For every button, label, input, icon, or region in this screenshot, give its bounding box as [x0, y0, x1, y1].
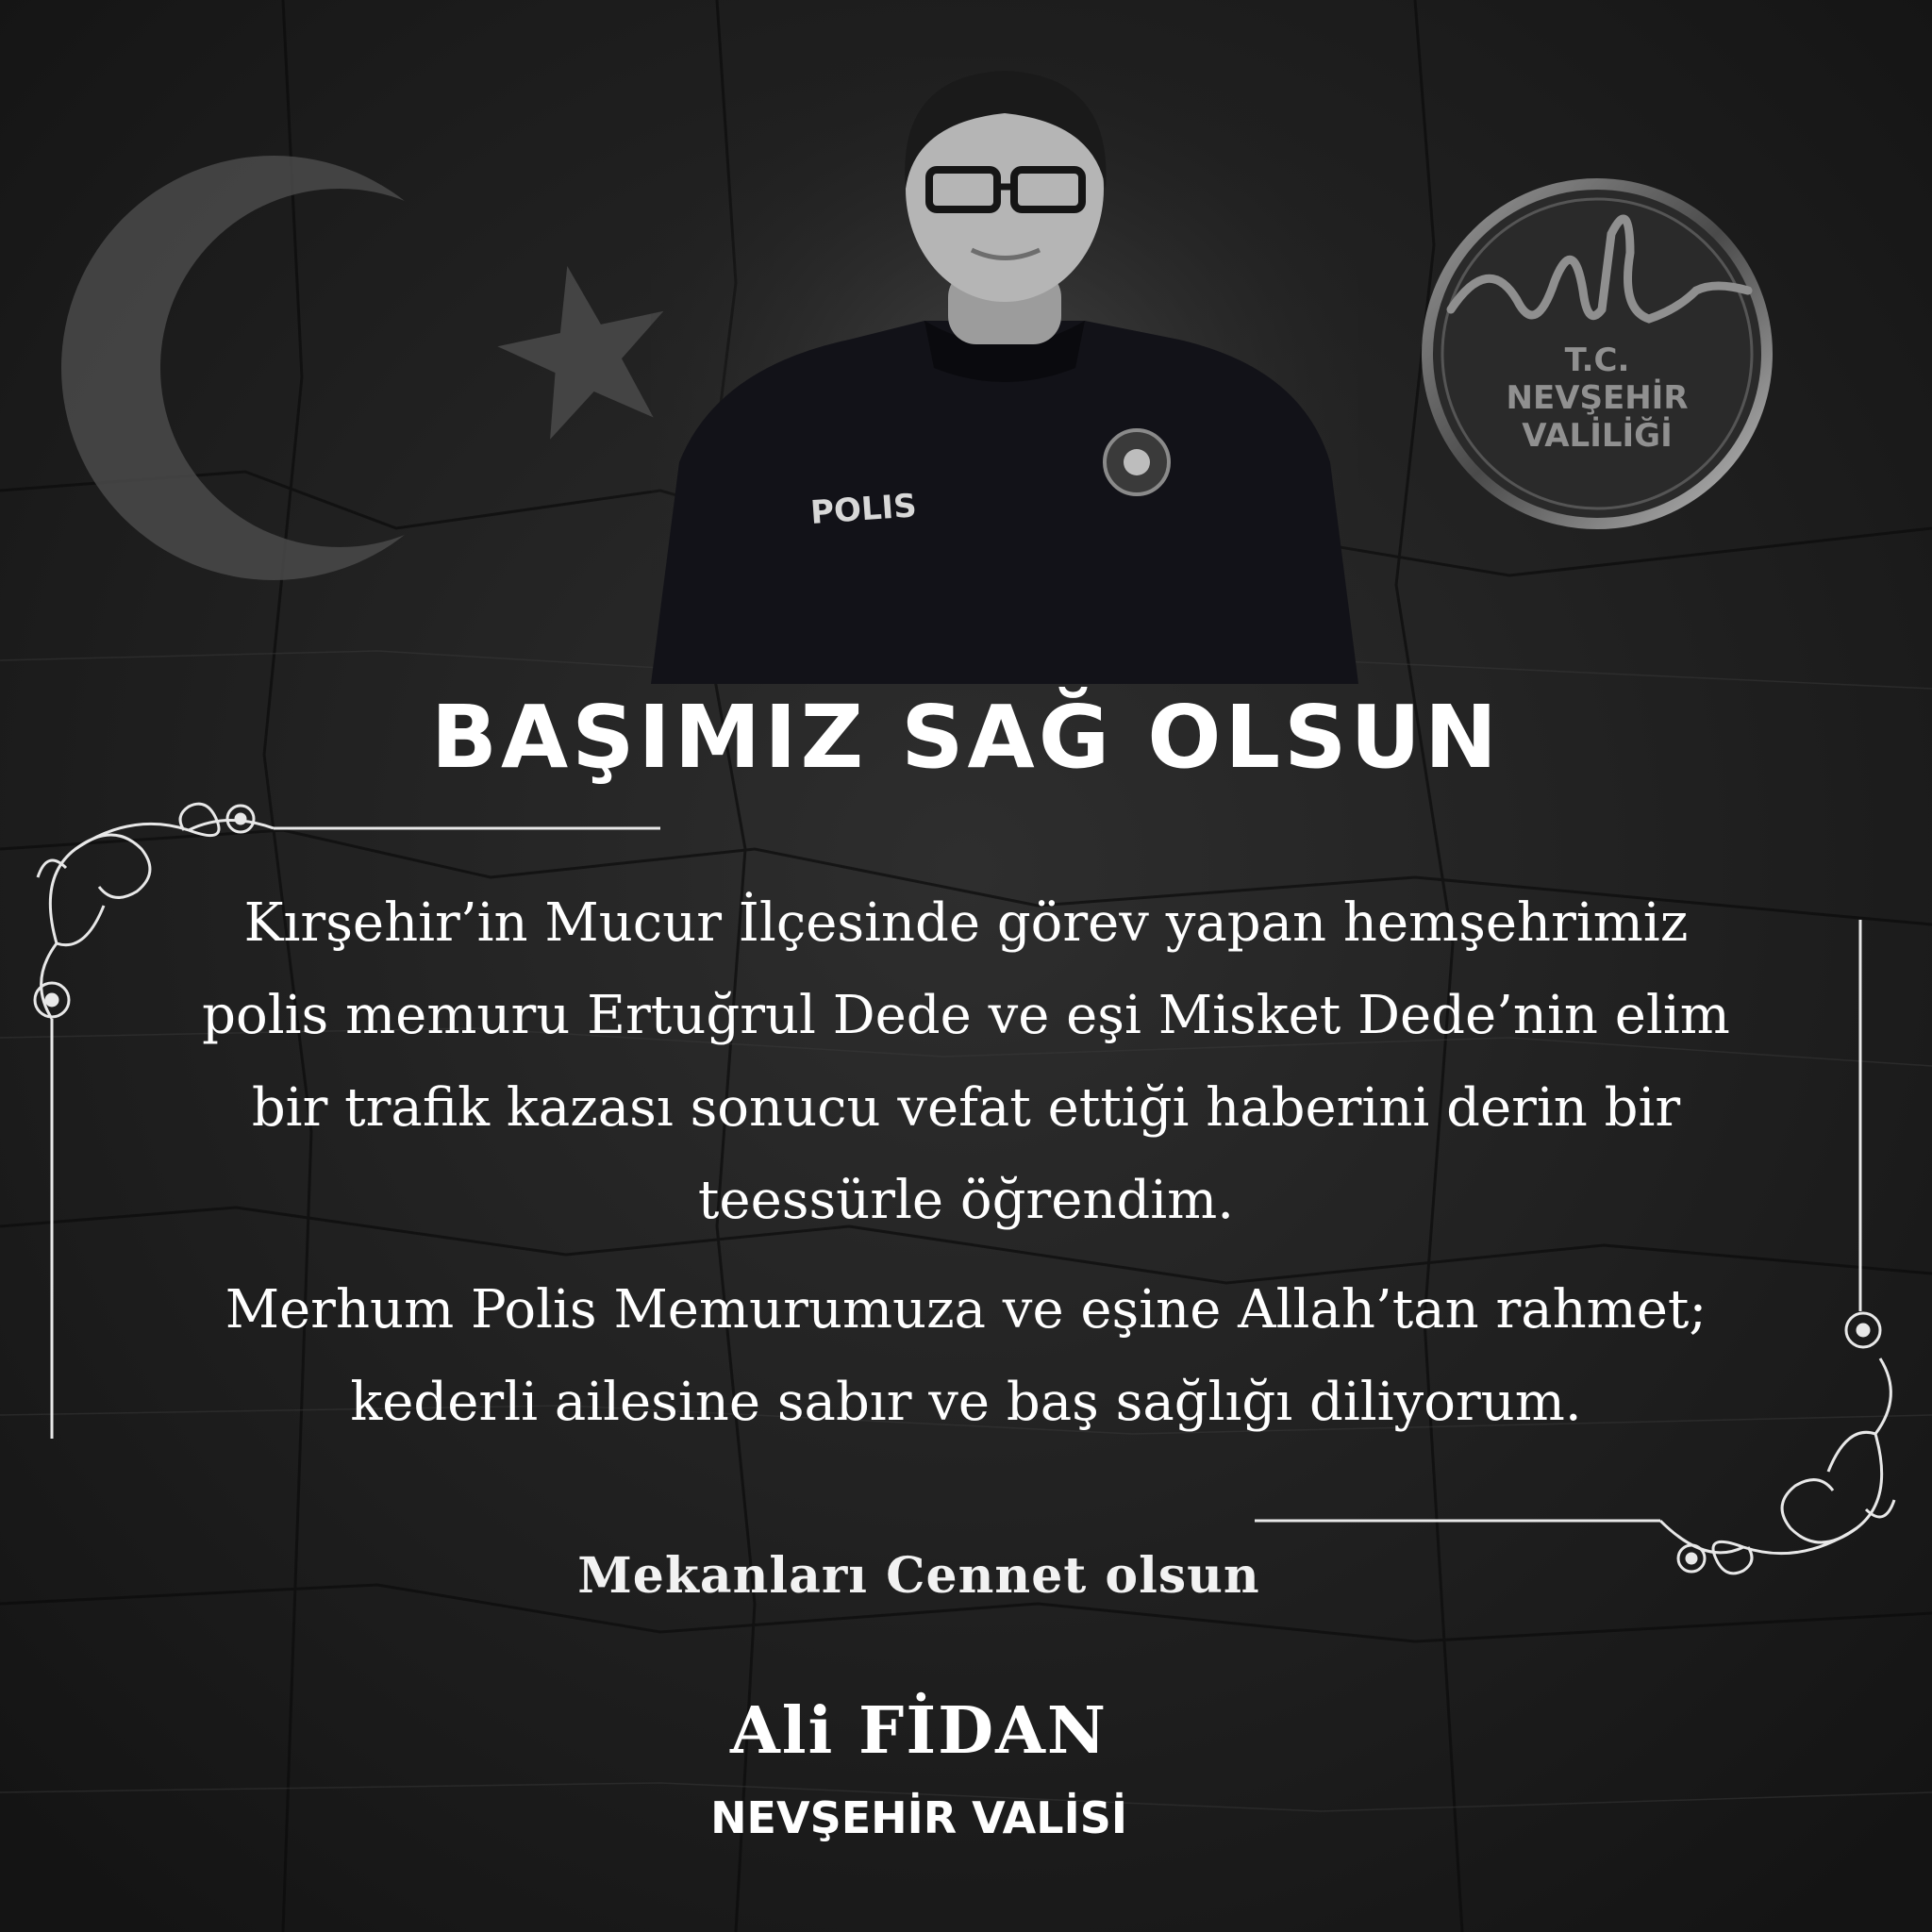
signatory-title: NEVŞEHİR VALİSİ [710, 1792, 1127, 1843]
officer-portrait [651, 57, 1358, 684]
closing-line: Mekanları Cennet olsun [577, 1547, 1260, 1605]
message-line: teessürle öğrendim. [697, 1170, 1235, 1231]
logo-line-1: T.C. [1564, 341, 1630, 379]
message-line: polis memuru Ertuğrul Dede ve eşi Misket Dede’nin elim [202, 985, 1730, 1046]
signatory-name: Ali FİDAN [729, 1693, 1108, 1769]
page-title: BAŞIMIZ SAĞ OLSUN [430, 687, 1502, 788]
message-line: Kırşehir’in Mucur İlçesinde görev yapan hemşehrimiz [243, 892, 1689, 954]
badge-label: POLIS [808, 487, 918, 532]
message-line: bir trafik kazası sonucu vefat ettiği haberini derin bir [251, 1077, 1681, 1139]
governorate-logo [1385, 177, 1809, 530]
condolence-paragraph-1 [94, 877, 1838, 1247]
message-line: kederli ailesine sabır ve baş sağlığı diliyorum. [350, 1372, 1582, 1433]
crescent-star-icon [57, 151, 698, 585]
logo-line-3: VALİLİĞİ [1522, 417, 1673, 455]
message-line: Merhum Polis Memurumuza ve eşine Allah’tan rahmet; [225, 1279, 1707, 1341]
condolence-paragraph-2 [94, 1264, 1838, 1449]
logo-line-2: NEVŞEHİR [1506, 379, 1689, 417]
